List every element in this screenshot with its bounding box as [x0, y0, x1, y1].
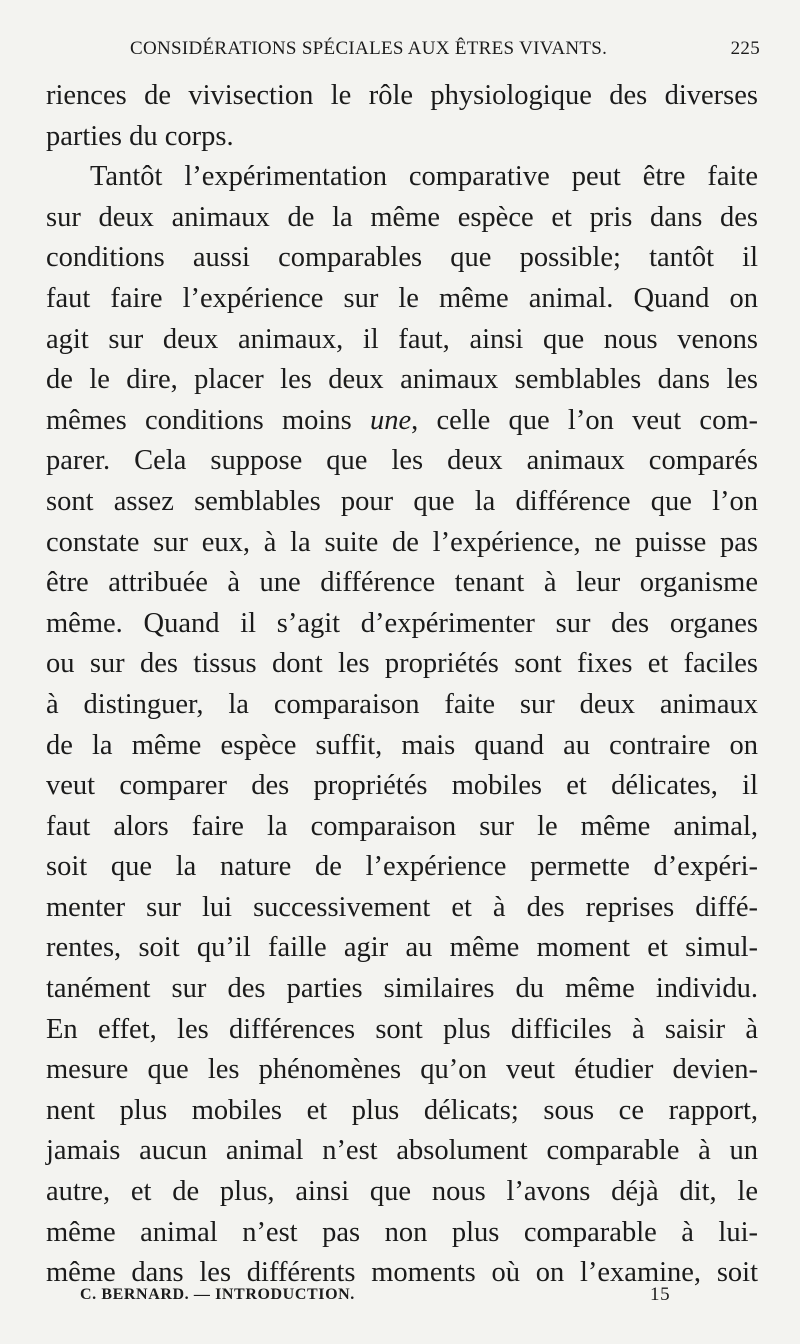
text-line: être attribuée à une différence tenant à leur organisme	[46, 567, 758, 599]
text-line: sont assez semblables pour que la différence que l’on	[46, 485, 758, 517]
text-line: parties du corps.	[46, 120, 234, 152]
text-line: En effet, les différences sont plus difficiles à saisir à	[46, 1013, 758, 1045]
page-number: 225	[730, 38, 760, 59]
text-line: constate sur eux, à la suite de l’expérience, ne puisse pas	[46, 526, 758, 558]
page-footer	[80, 1284, 680, 1312]
italic-word: une	[369, 404, 412, 436]
text-line: agit sur deux animaux, il faut, ainsi que nous venons	[46, 323, 758, 355]
text-line: soit que la nature de l’expérience permette d’expéri-	[46, 851, 758, 883]
text-line: autre, et de plus, ainsi que nous l’avons déjà dit, le	[46, 1176, 758, 1208]
text-line: jamais aucun animal n’est absolument comparable à un	[46, 1135, 758, 1167]
text-line: de la même espèce suffit, mais quand au contraire on	[46, 729, 758, 761]
text-line: nent plus mobiles et plus délicats; sous ce rapport,	[46, 1094, 758, 1126]
text-line: même dans les différents moments où on l’examine, soit	[46, 1257, 758, 1289]
text-line: rentes, soit qu’il faille agir au même moment et simul-	[46, 932, 758, 964]
running-title: CONSIDÉRATIONS SPÉCIALES AUX ÊTRES VIVANTS.	[130, 38, 608, 59]
text-line: riences de vivisection le rôle physiologique des diverses	[46, 80, 758, 111]
text-line: veut comparer des propriétés mobiles et délicates, il	[46, 770, 758, 802]
text-line: Tantôt l’expérimentation comparative peut être faite	[90, 161, 758, 193]
text-line: faut alors faire la comparaison sur le même animal,	[46, 810, 758, 842]
text-line: de le dire, placer les deux animaux semblables dans les	[46, 364, 758, 396]
text-line: parer. Cela suppose que les deux animaux comparés	[46, 445, 758, 477]
text-line: tanément sur des parties similaires du même individu.	[46, 973, 758, 1005]
text-line: menter sur lui successivement et à des reprises diffé-	[46, 891, 758, 923]
text-line: mêmes conditions moins une, celle que l’on veut com-	[46, 404, 758, 436]
body-text	[46, 76, 758, 1294]
footer-signature: C. BERNARD. — INTRODUCTION.	[80, 1286, 355, 1303]
text-line: même animal n’est pas non plus comparable à lui-	[46, 1216, 758, 1248]
text-line: ou sur des tissus dont les propriétés sont fixes et faciles	[46, 648, 758, 680]
running-head	[130, 38, 760, 68]
text-line: mesure que les phénomènes qu’on veut étudier devien-	[46, 1054, 758, 1086]
footer-signature-number: 15	[650, 1284, 671, 1305]
text-line: faut faire l’expérience sur le même animal. Quand on	[46, 282, 758, 314]
text-line: à distinguer, la comparaison faite sur deux animaux	[46, 688, 758, 720]
text-line: conditions aussi comparables que possible; tantôt il	[46, 242, 758, 274]
text-line: même. Quand il s’agit d’expérimenter sur des organes	[46, 607, 758, 639]
text-line: sur deux animaux de la même espèce et pris dans des	[46, 201, 758, 233]
